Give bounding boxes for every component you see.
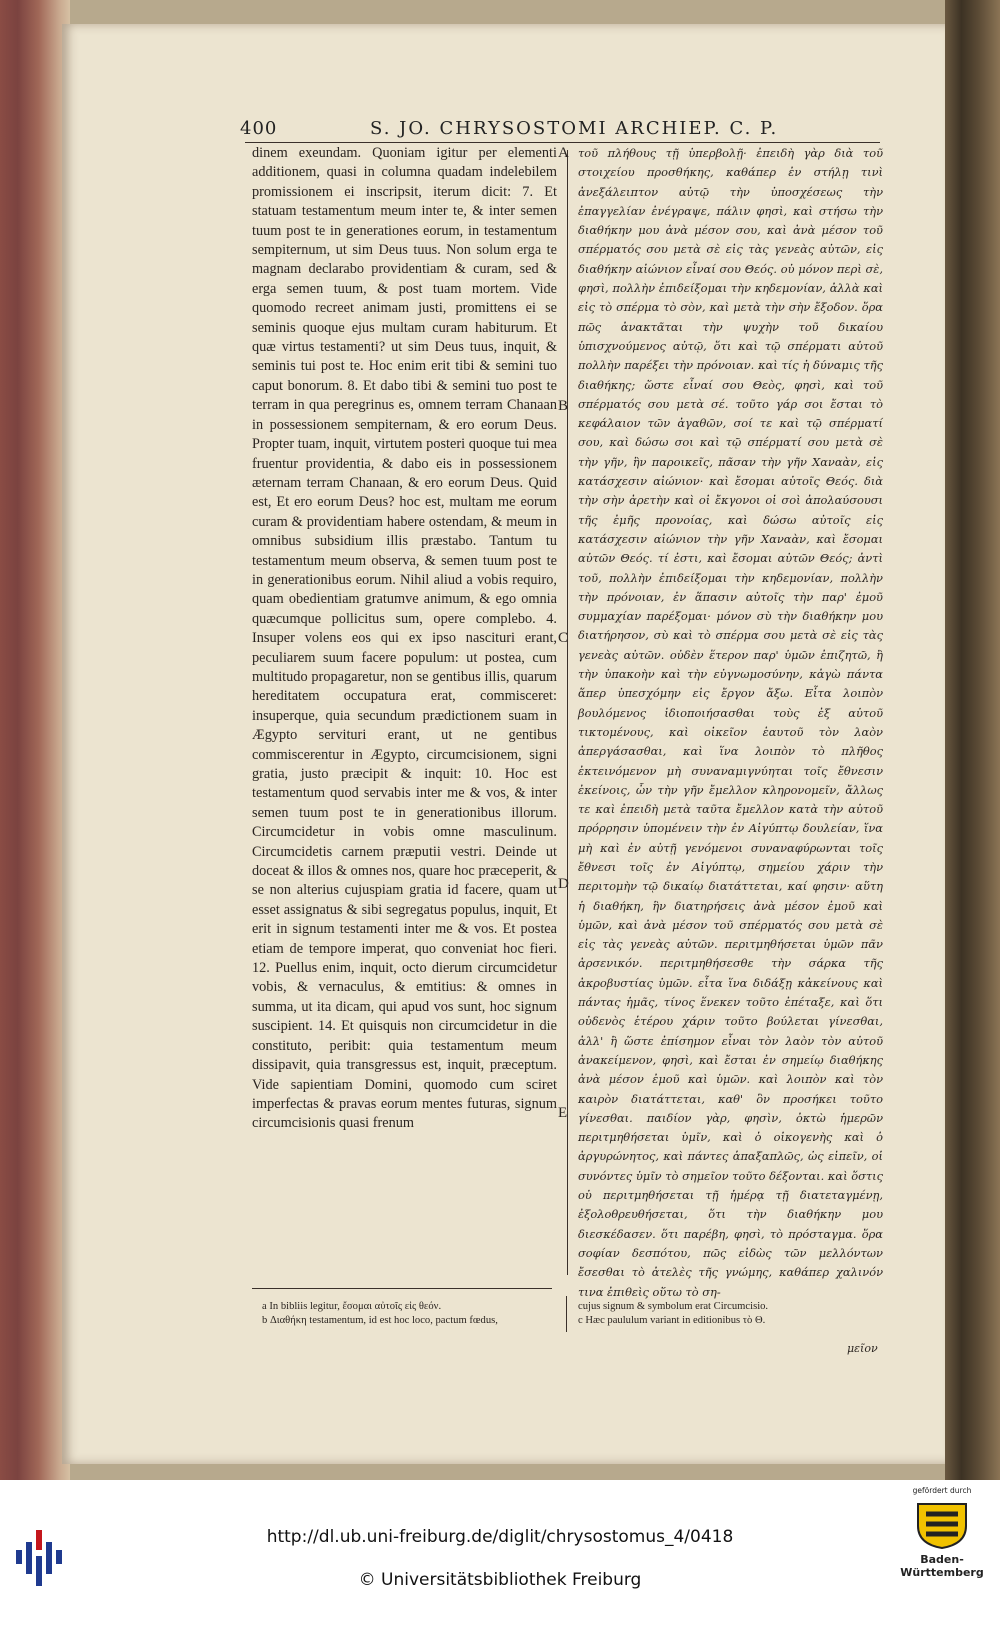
footnote-rule <box>252 1288 552 1289</box>
latin-text: dinem exeundam. Quoniam igitur per elementi additionem, quasi in columna quadam indelebilem promissionem ei inscripsit, iterum dicit: 7. Et statuam testamentum meum inter te, & inter semen tuum post te in generationes eorum, in testamentum sempiternum, ut sim Deus tuus. Non solum erga te magnam declarabo providentiam & curam, sed & erga semen tuum, & post tuam mortem. Vide quomodo recreet animam justi, promittens ei se seminis quoque ejus multam curam habiturum. Et quæ virtus testamenti? ut sim Deus tuus, inquit, & seminis tui post te. Hoc enim erit tibi & semini tuo caput bonorum. 8. Et dabo tibi & semini tuo post te terram in qua peregrinus es, omnem terram Chanaan in possessionem sempiternam, & ero eorum Deus. Propter tuam, inquit, virtutem posteri quoque tui mea fruentur providentia, & dabo eis in possessionem æternam terram Chanaan, & ero eorum Deus. Quid est, Et ero eorum Deus? hoc est, multam me eorum curam & providentiam habere ostendam, & meum in omnibus subsidium illis præstabo. Tantum tu testamentum meum observa, & semen tuum post te in generationibus eorum. Nihil aliud a vobis requiro, quam obedientiam gratumve animum, & ego omnia quæcumque pollicitus sum, opere complebo. 4. Insuper volens eos qui ex ipso nascituri erant, peculiarem suum facere populum: ut postea, cum multitudo propagaretur, non se gentibus illis, quarum hereditatem occupatura erat, commisceret: insuperque, quia secundum prædictionem suam in Ægypto servituri erant, ut ne gentibus commiscerentur in Ægypto, circumcisionem, signi gratia, justo præcipit & inquit: 10. Hoc est testamentum quod servabis inter me & vos, & inter semen tuum post te in generationibus illorum. Circumcidetur in vobis omne masculinum. Circumcidetis carnem præputii vestri. Deinde ut doceat & illos & omnes nos, quare hoc præceperit, & se non alterius cujuspiam gratia id facere, quam ut esset assignatus & sibi segregatus populus, inquit, Et erit in signum testamenti inter me & vos. Et postea etiam de tempore imperat, quo conveniat hoc fieri. 12. Puellus enim, inquit, octo dierum circumcidetur vobis, & vernaculus, & emtitius: & omnes in summa, ut ita dicam, qui apud vos sunt, hoc signum suscipient. 14. Et quisquis non circumcidetur in die constituto, peribit: quia testamentum meum dissipavit, quia transgressus est, inquit, præceptum. Vide sapientiam Domini, quomodo cum sciret imperfectas & pravas eorum mentes futuras, signum circumcisionis quasi frenum <box>252 145 557 1132</box>
book-binding-left <box>0 0 70 1480</box>
greek-column <box>578 144 883 1299</box>
greek-text: τοῦ πλήθους τῇ ὑπερβολῇ· ἐπειδὴ γὰρ διὰ τοῦ στοιχείου προσθήκης, καθάπερ ἐν στήλῃ τινὶ ἀνεξάλειπτον αὐτῷ τὴν ὑποσχέσεως τὴν ἐπαγγελίαν ἐνέγραψε, πάλιν φησὶ, καὶ στήσω τὴν διαθήκην μου ἀνὰ μέσον σου, καὶ ἀνὰ μέσον τοῦ σπέρματός σου μετὰ σὲ εἰς τὰς γενεὰς αὐτῶν, εἰς διαθήκην αἰώνιον εἶναί σου Θεός. οὐ μόνον περὶ σὲ, φησὶ, πολλὴν ἐπιδείξομαι τὴν κηδεμονίαν, ἀλλὰ καὶ εἰς τὸ σπέρμα τὸ σὸν, καὶ μετὰ τὴν σὴν ἔξοδον. ὅρα πῶς ἀνακτᾶται τὴν ψυχὴν τοῦ δικαίου ὑπισχνούμενος αὐτῷ, ὅτι καὶ τῷ σπέρματι αὐτοῦ πολλὴν παρέξει τὴν πρόνοιαν. καὶ τίς ἡ δύναμις τῆς διαθήκης; ὥστε εἶναί σου Θεὸς, φησὶ, καὶ τοῦ σπέρματός σου μετὰ σέ. τοῦτο γάρ σοι ἔσται τὸ κεφάλαιον τῶν ἀγαθῶν, σοί τε καὶ τῷ σπέρματί σου, καὶ δώσω σοι καὶ τῷ σπέρματί σου μετὰ σὲ τὴν γῆν, ἣν παροικεῖς, πᾶσαν τὴν γῆν Χαναὰν, εἰς κατάσχεσιν αἰώνιον· καὶ ἔσομαι αὐτοῖς Θεός. διὰ τὴν σὴν ἀρετὴν καὶ οἱ ἔκγονοι οἱ σοὶ ἀπολαύσουσι τῆς ἐμῆς προνοίας, καὶ δώσω αὐτοῖς εἰς κατάσχεσιν αἰώνιον τὴν γῆν Χαναὰν, καὶ ἔσομαι αὐτῶν Θεός. τί ἐστι, καὶ ἔσομαι αὐτῶν Θεός; ἀντὶ τοῦ, πολλὴν ἐπιδείξομαι τὴν κηδεμονίαν, πολλὴν τὴν πρόνοιαν, ἐν ἅπασιν αὐτοῖς τὴν παρ' ἐμοῦ συμμαχίαν παρέξομαι· μόνον σὺ τὴν διαθήκην μου διατήρησον, σὺ καὶ τὸ σπέρμα σου μετὰ σὲ εἰς τὰς γενεὰς αὐτῶν. οὐδὲν ἕτερον παρ' ὑμῶν ἐπιζητῶ, ἢ τὴν ὑπακοὴν καὶ τὴν εὐγνωμοσύνην, κἀγὼ πάντα ἅπερ ὑπεσχόμην εἰς ἔργον ἄξω. Εἶτα λοιπὸν βουλόμενος ἰδιοποιήσασθαι τοὺς ἐξ αὐτοῦ τικτομένους, καὶ οἰκεῖον ἑαυτοῦ τὸν λαὸν ἀπεργάσασθαι, καὶ ἵνα λοιπὸν τὸ πλῆθος ἐκτεινόμενον μὴ συναναμιγνύηται τοῖς ἔθνεσιν ἐκείνοις, ὧν τὴν γῆν ἔμελλον κληρονομεῖν, ἄλλως τε καὶ ἐπειδὴ μετὰ ταῦτα ἔμελλον κατὰ τὴν αὐτοῦ πρόρρησιν ὑπομένειν τὴν ἐν Αἰγύπτῳ δουλείαν, ἵνα μὴ καὶ ἐν αὐτῇ γενόμενοι συναναφύρωνται τοῖς ἔθνεσι τοῖς ἐν Αἰγύπτῳ, σημείου χάριν τὴν περιτομὴν τῷ δικαίῳ διατάττεται, καί φησιν· αὕτη ἡ διαθήκη, ἣν διατηρήσεις ἀνὰ μέσον ἐμοῦ καὶ ὑμῶν, καὶ ἀνὰ μέσον τοῦ σπέρματός σου μετὰ σὲ εἰς τὰς γενεὰς αὐτῶν. περιτμηθήσεται ὑμῶν πᾶν ἀρσενικόν. περιτμηθήσεσθε τὴν σάρκα τῆς ἀκροβυστίας ὑμῶν. εἶτα ἵνα διδάξῃ κἀκείνους καὶ πάντας ἡμᾶς, τίνος ἕνεκεν τοῦτο ἐπέταξε, καὶ ὅτι οὐδενὸς ἑτέρου χάριν τοῦτο βούλεται γίνεσθαι, ἀλλ' ἢ ὥστε ἐπίσημον εἶναι τὸν λαὸν τὸν αὐτοῦ ἀνακείμενον, φησὶ, καὶ ἔσται ἐν σημείῳ διαθήκης ἀνὰ μέσον ἐμοῦ καὶ ὑμῶν. καὶ λοιπὸν καὶ τὸν καιρὸν διατάττεται, καθ' ὃν προσήκει τοῦτο γίνεσθαι. παιδίον γὰρ, φησὶν, ὀκτὼ ἡμερῶν περιτμηθήσεται ὑμῖν, καὶ ὁ οἰκογενὴς καὶ ὁ ἀργυρώνητος, καὶ πάντες ἁπαξαπλῶς, ὡς εἰπεῖν, οἱ συνόντες ὑμῖν τὸ σημεῖον τοῦτο δέξονται. καὶ ὅστις οὐ περιτμηθήσεται τῇ ἡμέρᾳ τῇ διατεταγμένῃ, ἐξολοθρευθήσεται, ὅτι τὴν διαθήκην μου διεσκέδασεν. ὅτι παρέβη, φησὶ, τὸ πρόσταγμα. ὅρα σοφίαν δεσπότου, πῶς εἰδὼς τῶν μελλόντων ἔσεσθαι τὸ ἀτελὲς τῆς γνώμης, καθάπερ χαλινόν τινα ἐπιθεὶς οὕτω τὸ ση- <box>578 146 883 1299</box>
footnote-b: b Διαθήκη testamentum, id est hoc loco, pactum fœdus, <box>262 1315 498 1326</box>
footnote-divider <box>566 1296 567 1332</box>
footnote-c: c Hæc paululum variant in editionibus τὸ Θ. <box>578 1315 766 1326</box>
margin-letter-d: D <box>558 876 569 892</box>
margin-letter-e: E <box>558 1105 568 1121</box>
footnote-b-continued: cujus signum & symbolum erat Circumcisio. <box>578 1301 769 1312</box>
catchword: μεῖον <box>847 1342 878 1355</box>
margin-letter-b: B <box>558 398 569 414</box>
margin-letter-c: C <box>558 630 569 646</box>
page-number: 400 <box>240 118 278 139</box>
footnotes-right <box>578 1300 878 1328</box>
margin-letter-a: A <box>558 145 569 161</box>
book-gutter-right <box>945 0 1000 1480</box>
permalink-url[interactable]: http://dl.ub.uni-freiburg.de/diglit/chrysostomus_4/0418 <box>266 1527 734 1547</box>
baden-wuerttemberg-crest-icon <box>912 1500 972 1550</box>
footnote-a: a In bibliis legitur, ἔσομαι αὐτοῖς εἰς θεόν. <box>262 1301 442 1312</box>
viewer-footer <box>0 1480 1000 1638</box>
latin-column <box>252 144 557 1279</box>
running-header <box>240 118 880 144</box>
header-rule <box>245 142 880 143</box>
sponsor-label: gefördert durch <box>912 1486 972 1495</box>
running-title: S. JO. CHRYSOSTOMI ARCHIEP. C. P. <box>370 118 779 139</box>
sponsor-name: Baden-Württemberg <box>900 1553 984 1579</box>
sponsor-block <box>887 1486 997 1579</box>
copyright-notice: © Universitätsbibliothek Freiburg <box>358 1570 642 1590</box>
footnotes-left <box>262 1300 547 1328</box>
